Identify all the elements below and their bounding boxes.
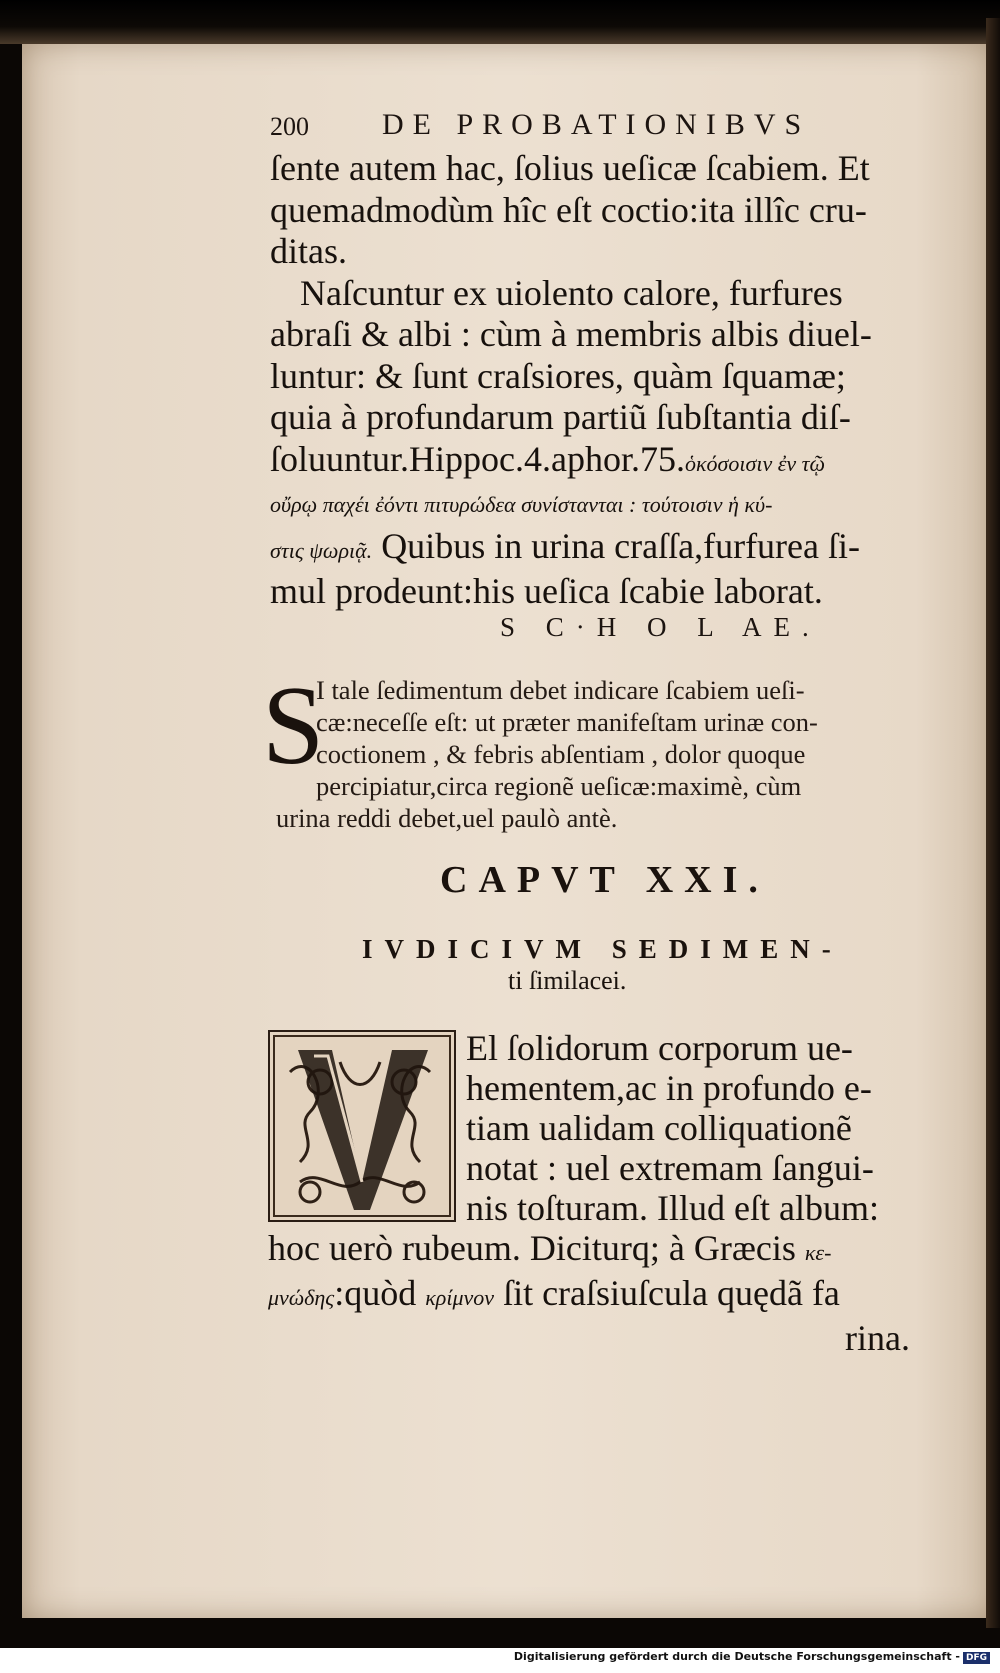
book-right-edge (986, 18, 1000, 1628)
chapter-line: rina. (845, 1318, 910, 1358)
chapter-text-block (268, 1028, 918, 1358)
text-line: quia à profundarum partiũ ſubſtantia diſ- (270, 397, 851, 437)
greek-line: οὔρῳ παχέι ἐόντι πιτυρώδεα συνίστανται : τούτοισιν ἡ κύ- (270, 492, 773, 517)
scholae-line: cæ:neceſſe eſt: ut præter manifeſtam urinæ con- (316, 707, 818, 737)
chapter-line: tiam ualidam colliquationẽ (466, 1108, 852, 1148)
text-line: quemadmodùm hîc eſt coctio:ita illîc cru- (270, 189, 867, 230)
digitization-credit (514, 1650, 990, 1664)
text-segment: Quibus in urina craſſa,furfurea ſi- (372, 525, 860, 566)
chapter-line: notat : uel extremam ſangui- (466, 1148, 874, 1188)
page-number: 200 (270, 112, 309, 141)
dfg-logo: DFG (963, 1652, 990, 1664)
text-line: mul prodeunt:his ueſica ſcabie laborat. (270, 571, 823, 611)
chapter-subtitle: IVDICIVM SEDIMEN- (362, 934, 843, 964)
chapter-line-with-greek (268, 1228, 918, 1273)
chapter-subtitle-continuation: ti ſimilacei. (508, 966, 627, 995)
text-line-with-greek (270, 439, 910, 485)
text-segment: ſoluuntur.Hippoc.4.aphor.75. (270, 438, 685, 479)
greek-text: κρίμνον (425, 1285, 495, 1310)
text-segment: :quòd (334, 1273, 426, 1313)
main-text-block (270, 148, 910, 613)
scholae-line: urina reddi debet,uel paulò antè. (276, 803, 618, 833)
greek-text: στις ψωριᾷ. (270, 537, 373, 563)
credit-text: Digitalisierung gefördert durch die Deutsche Forschungsgemeinschaft - (513, 1650, 960, 1663)
text-line: abraſi & albi : cùm à membris albis diuel- (270, 314, 872, 354)
scholae-text-block (276, 674, 912, 834)
scholae-line: I tale ſedimentum debet indicare ſcabiem ueſi- (316, 675, 805, 705)
greek-text: ὁκόσοισιν ἐν τῷ (684, 450, 826, 476)
text-line: ſente autem hac, ſolius ueſicæ ſcabiem. Et (270, 148, 870, 188)
text-segment: hoc uerò rubeum. Diciturq; à Græcis (268, 1228, 805, 1268)
greek-text: μνώδης (268, 1285, 335, 1310)
running-head-title: DE PROBATIONIBVS (382, 108, 811, 141)
scholae-line: percipiatur,circa regionẽ ueſicæ:maximè, cùm (316, 771, 802, 801)
text-line-with-greek (270, 526, 910, 572)
chapter-line-with-greek (268, 1273, 918, 1318)
chapter-line: nis toſturam. Illud eſt album: (466, 1188, 879, 1228)
text-segment: ſit craſsiuſcula quędã fa (494, 1273, 840, 1313)
scholae-heading: S C·H O L AE. (500, 612, 821, 642)
book-top-edge (0, 0, 1000, 44)
scholae-drop-cap: S (262, 664, 325, 788)
text-line: Naſcuntur ex uiolento calore, furfures (300, 272, 843, 313)
chapter-title: CAPVT XXI. (440, 859, 769, 901)
chapter-line: El ſolidorum corporum ue- (466, 1028, 853, 1068)
text-line: ditas. (270, 231, 347, 271)
chapter-line: hementem,ac in profundo e- (466, 1068, 872, 1108)
text-line: luntur: & ſunt craſsiores, quàm ſquamæ; (270, 355, 846, 396)
scholae-line: coctionem , & febris abſentiam , dolor quoque (316, 739, 806, 769)
greek-text: κε- (804, 1240, 832, 1265)
